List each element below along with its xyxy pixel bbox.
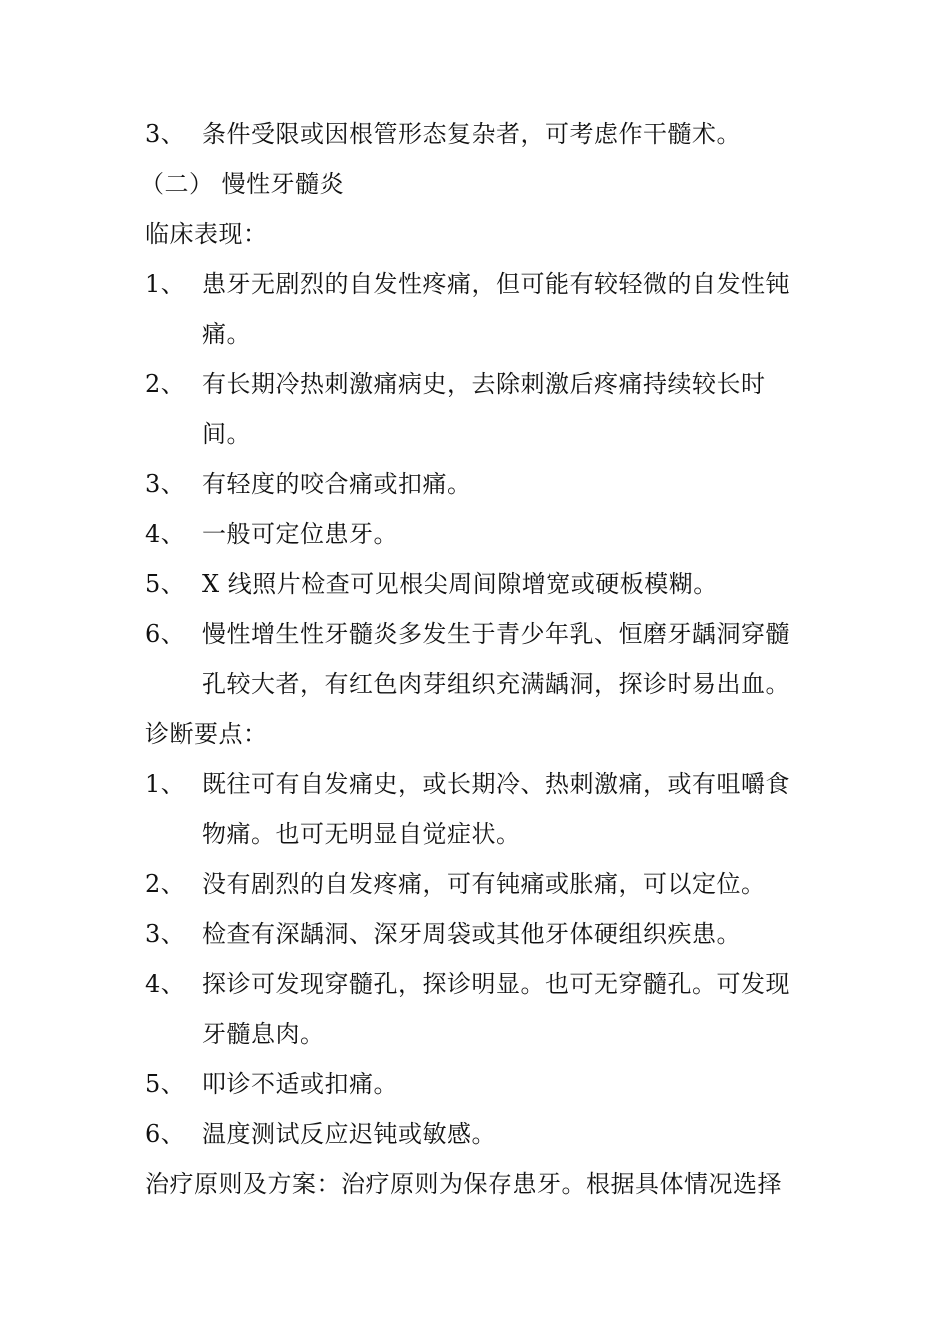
list-number: 2、 — [145, 370, 186, 398]
list-item-4 — [145, 518, 398, 550]
list-item-6-continuation — [202, 668, 790, 700]
list-text: 条件受限或因根管形态复杂者，可考虑作干髓术。 — [202, 120, 741, 148]
list-text: 一般可定位患牙。 — [202, 520, 398, 548]
subheading-text: 临床表现： — [145, 220, 268, 248]
list-item-5 — [145, 1068, 398, 1100]
list-text: 既往可有自发痛史，或长期冷、热刺激痛，或有咀嚼食 — [202, 770, 790, 798]
list-number: 2、 — [145, 870, 186, 898]
list-number: 5、 — [145, 570, 186, 598]
list-text: 物痛。也可无明显自觉症状。 — [202, 820, 521, 848]
list-number: 1、 — [145, 270, 186, 298]
list-item-1-continuation — [202, 818, 521, 850]
list-item-2-continuation — [202, 418, 251, 450]
subheading-clinical-manifestation — [145, 218, 268, 250]
heading-text: （二） 慢性牙髓炎 — [140, 170, 345, 198]
list-item-2 — [145, 868, 766, 900]
list-item-6 — [145, 618, 790, 650]
list-item-3 — [145, 118, 741, 150]
list-item-2 — [145, 368, 766, 400]
list-number: 4、 — [145, 970, 186, 998]
list-text: 有轻度的咬合痛或扣痛。 — [202, 470, 472, 498]
list-item-1 — [145, 268, 790, 300]
subheading-text: 诊断要点： — [145, 720, 268, 748]
list-item-5 — [145, 568, 718, 600]
list-number: 1、 — [145, 770, 186, 798]
list-number: 3、 — [145, 120, 186, 148]
list-number: 5、 — [145, 1070, 186, 1098]
list-number: 6、 — [145, 1120, 186, 1148]
list-item-1-continuation — [202, 318, 251, 350]
list-text: 慢性增生性牙髓炎多发生于青少年乳、恒磨牙龋洞穿髓 — [202, 620, 790, 648]
list-text: X 线照片检查可见根尖周间隙增宽或硬板模糊。 — [202, 570, 718, 598]
list-item-3 — [145, 918, 741, 950]
list-number: 3、 — [145, 920, 186, 948]
list-item-6 — [145, 1118, 496, 1150]
list-item-1 — [145, 768, 790, 800]
list-text: 牙髓息肉。 — [202, 1020, 325, 1048]
paragraph-text: 治疗原则及方案：治疗原则为保存患牙。根据具体情况选择 — [145, 1170, 782, 1198]
list-number: 4、 — [145, 520, 186, 548]
list-text: 间。 — [202, 420, 251, 448]
list-number: 3、 — [145, 470, 186, 498]
list-item-4-continuation — [202, 1018, 325, 1050]
list-item-4 — [145, 968, 790, 1000]
list-item-3 — [145, 468, 472, 500]
list-text: 温度测试反应迟钝或敏感。 — [202, 1120, 496, 1148]
section-heading-chronic-pulpitis — [140, 168, 344, 200]
list-text: 痛。 — [202, 320, 251, 348]
list-text: 有长期冷热刺激痛病史，去除刺激后疼痛持续较长时 — [202, 370, 766, 398]
list-text: 患牙无剧烈的自发性疼痛，但可能有较轻微的自发性钝 — [202, 270, 790, 298]
list-text: 检查有深龋洞、深牙周袋或其他牙体硬组织疾患。 — [202, 920, 741, 948]
list-text: 探诊可发现穿髓孔，探诊明显。也可无穿髓孔。可发现 — [202, 970, 790, 998]
list-text: 没有剧烈的自发疼痛，可有钝痛或胀痛，可以定位。 — [202, 870, 766, 898]
list-text: 叩诊不适或扣痛。 — [202, 1070, 398, 1098]
list-number: 6、 — [145, 620, 186, 648]
subheading-diagnosis-points — [145, 718, 268, 750]
list-text: 孔较大者，有红色肉芽组织充满龋洞，探诊时易出血。 — [202, 670, 790, 698]
paragraph-treatment-principle — [145, 1168, 782, 1200]
